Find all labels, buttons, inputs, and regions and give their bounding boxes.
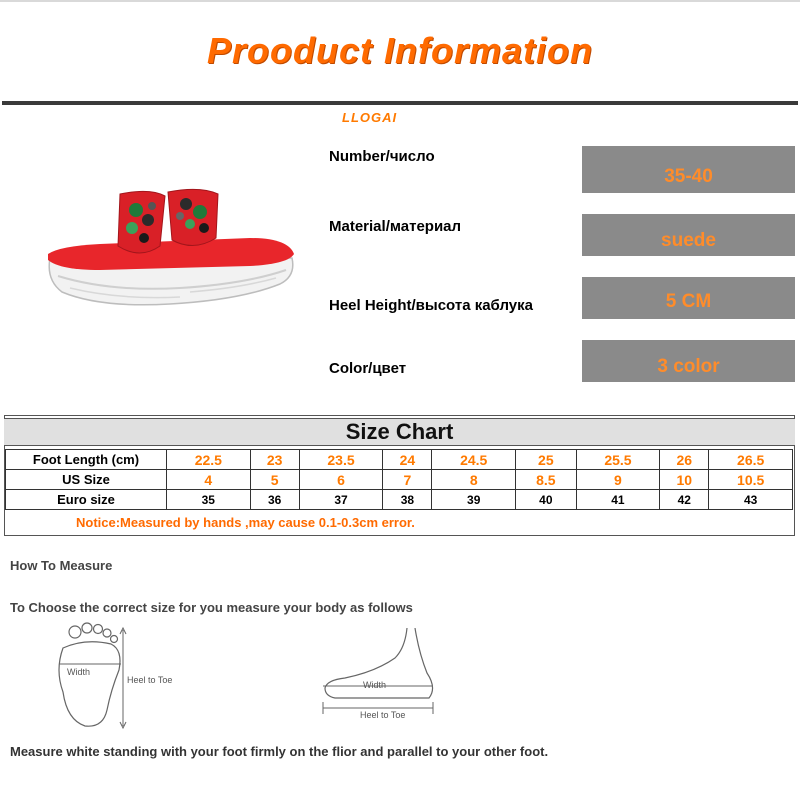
table-row: [6, 450, 793, 470]
table-cell: 24: [383, 450, 432, 470]
width-label: Width: [67, 667, 91, 677]
spec-value-color: 3 color: [582, 340, 795, 382]
table-cell: 36: [250, 490, 299, 510]
table-cell: 9: [576, 470, 660, 490]
size-chart-title: Size Chart: [4, 418, 795, 446]
how-to-measure-heading: How To Measure: [10, 558, 113, 573]
table-cell: 39: [432, 490, 516, 510]
row-label: US Size: [6, 470, 167, 490]
brand-logo: LLOGAI: [342, 110, 398, 125]
table-cell: 26.5: [709, 450, 793, 470]
heel-to-toe-label: Heel to Toe: [127, 675, 173, 685]
measurement-notice: Notice:Measured by hands ,may cause 0.1-0.3cm error.: [76, 515, 415, 530]
product-image: [40, 180, 300, 320]
heel-to-toe-label-side: Heel to Toe: [360, 710, 406, 720]
table-cell: 23.5: [299, 450, 383, 470]
row-label: Foot Length (cm): [6, 450, 167, 470]
spec-label-heel-height: Heel Height/высота каблука: [329, 297, 533, 314]
title-rule: [2, 101, 798, 105]
table-cell: 10: [660, 470, 709, 490]
foot-top-view-diagram: [45, 620, 205, 735]
table-cell: 42: [660, 490, 709, 510]
table-cell: 25.5: [576, 450, 660, 470]
spec-label-material: Material/материал: [329, 218, 462, 235]
table-cell: 38: [383, 490, 432, 510]
table-cell: 24.5: [432, 450, 516, 470]
spec-label-color: Color/цвет: [329, 360, 407, 377]
row-label: Euro size: [6, 490, 167, 510]
spec-value-material: suede: [582, 214, 795, 256]
table-cell: 22.5: [167, 450, 251, 470]
table-cell: 35: [167, 490, 251, 510]
table-cell: 4: [167, 470, 251, 490]
table-cell: 23: [250, 450, 299, 470]
table-cell: 10.5: [709, 470, 793, 490]
table-cell: 26: [660, 450, 709, 470]
size-table: [5, 449, 793, 510]
table-cell: 6: [299, 470, 383, 490]
page-title: Prooduct Information: [207, 30, 593, 71]
table-cell: 40: [516, 490, 577, 510]
table-cell: 37: [299, 490, 383, 510]
foot-side-view-diagram: [315, 628, 455, 723]
table-cell: 7: [383, 470, 432, 490]
measure-instruction: To Choose the correct size for you measure your body as follows: [10, 600, 413, 615]
spec-value-heel-height: 5 CM: [582, 277, 795, 319]
width-label-side: Width: [363, 680, 387, 690]
spec-label-number: Number/число: [329, 148, 435, 165]
table-cell: 25: [516, 450, 577, 470]
table-row: [6, 490, 793, 510]
table-cell: 8.5: [516, 470, 577, 490]
table-row: [6, 470, 793, 490]
table-cell: 41: [576, 490, 660, 510]
measure-footer-note: Measure white standing with your foot firmly on the flior and parallel to your other foot.: [10, 744, 549, 759]
table-cell: 8: [432, 470, 516, 490]
table-cell: 43: [709, 490, 793, 510]
spec-value-number: 35-40: [582, 146, 795, 193]
top-divider: [0, 0, 800, 2]
table-cell: 5: [250, 470, 299, 490]
